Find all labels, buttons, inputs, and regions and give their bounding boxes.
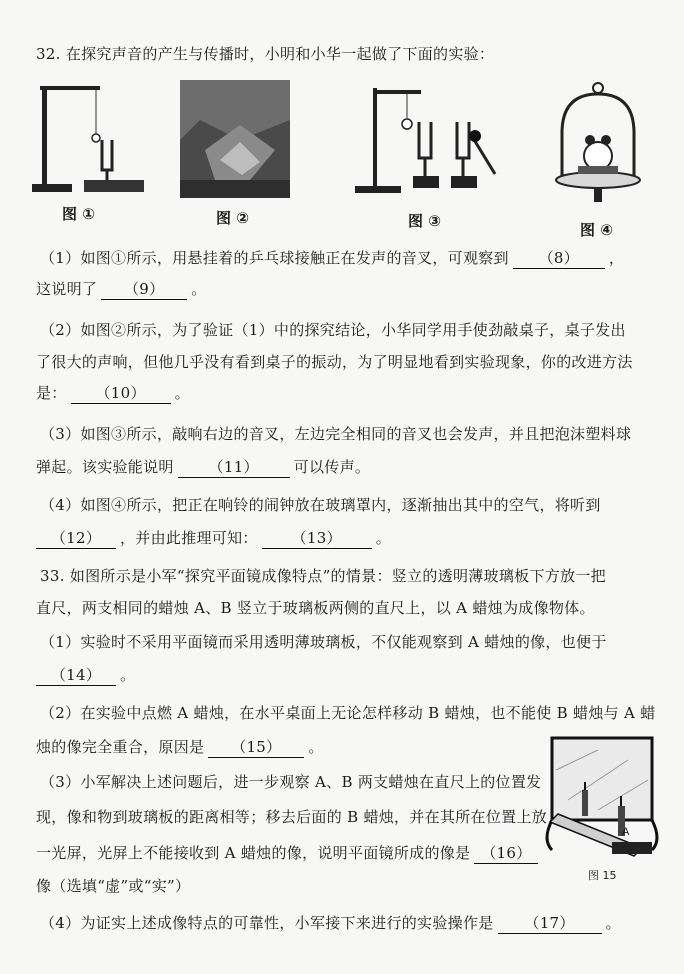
figure-15-caption: 图 15 [588, 869, 617, 882]
q33-p1-line2 [36, 665, 135, 686]
punct: 。 [375, 529, 392, 547]
answer-blank-16[interactable]: （16） [474, 843, 538, 864]
q33-p2-text2: 烛的像完全重合，原因是 [36, 738, 205, 756]
q32-p2-line1: （2）如图②所示，为了验证（1）中的探究结论，小华同学用手使劲敲桌子，桌子发出 [40, 321, 626, 339]
figure-1-label: 图 ① [62, 205, 95, 223]
q32-p1-text: （1）如图①所示，用悬挂着的乒乓球接触正在发声的音叉，可观察到 [40, 249, 509, 267]
figure-4-label: 图 ④ [580, 221, 613, 239]
figure-2-label: 图 ② [216, 209, 249, 227]
q32-p4-text2: ，并由此推理可知： [120, 529, 258, 547]
q32-p4-line1: （4）如图④所示，把正在响铃的闹钟放在玻璃罩内，逐渐抽出其中的空气，将听到 [40, 496, 601, 514]
q33-p3-line1: （3）小军解决上述问题后，进一步观察 A、B 两支蜡烛在直尺上的位置发 [40, 773, 542, 791]
q33-p4-line1 [40, 913, 621, 934]
q32-intro: 32. 在探究声音的产生与传播时，小明和小华一起做了下面的实验： [36, 45, 495, 63]
q32-p1-text2: 这说明了 [36, 280, 98, 298]
q33-p3-text3: 一光屏，光屏上不能接收到 A 蜡烛的像，说明平面镜所成的像是 [36, 844, 471, 862]
q32-p3-text2: 弹起。该实验能说明 [36, 458, 174, 476]
q33-p2-line2 [36, 737, 324, 758]
punct: 。 [174, 384, 190, 402]
figure-15-letter-a: A [622, 826, 630, 838]
figure-3-two-tuning-forks [345, 78, 515, 203]
punct: ， [608, 249, 625, 267]
answer-blank-10[interactable]: （10） [71, 383, 171, 404]
q33-p3-line4: 像（选填“虚”或“实”） [36, 877, 191, 895]
answer-blank-17[interactable]: （17） [498, 913, 602, 934]
answer-blank-12[interactable]: （12） [36, 528, 116, 549]
answer-blank-11[interactable]: （11） [178, 457, 290, 478]
punct: 。 [605, 914, 621, 932]
figure-1-tuning-fork-pendulum [22, 80, 162, 200]
punct: 。 [120, 666, 136, 684]
q33-p1-line1: （1）实验时不采用平面镜而采用透明薄玻璃板，不仅能观察到 A 蜡烛的像，也便于 [40, 633, 607, 651]
q32-p2-line3 [36, 383, 190, 404]
figure-2-photo-table [180, 80, 290, 200]
q33-p3-line3 [36, 843, 542, 864]
answer-blank-9[interactable]: （9） [101, 279, 187, 300]
q32-p2-line2: 了很大的声响，但他几乎没有看到桌子的振动，为了明显地看到实验现象，你的改进方法 [36, 353, 633, 371]
figure-15-glass-plate-candles [538, 730, 664, 868]
q32-p4-line2 [36, 528, 391, 549]
q32-p1-line2 [36, 279, 207, 300]
punct: 。 [191, 280, 207, 298]
answer-blank-15[interactable]: （15） [208, 737, 304, 758]
punct: 。 [308, 738, 324, 756]
q33-p3-line2: 现，像和物到玻璃板的距离相等；移去后面的 B 蜡烛，并在其所在位置上放 [36, 808, 548, 826]
q32-p1-line1 [40, 248, 624, 269]
q33-intro-line1: 33. 如图所示是小军“探究平面镜成像特点”的情景：竖立的透明薄玻璃板下方放一把 [40, 567, 606, 585]
answer-blank-14[interactable]: （14） [36, 665, 116, 686]
figure-3-label: 图 ③ [408, 212, 441, 230]
q32-p2-text3: 是： [36, 384, 67, 402]
answer-blank-13[interactable]: （13） [262, 528, 372, 549]
figure-4-bell-jar-clock [548, 78, 648, 213]
q33-p4-text: （4）为证实上述成像特点的可靠性，小军接下来进行的实验操作是 [40, 914, 494, 932]
answer-blank-8[interactable]: （8） [513, 248, 605, 269]
q33-p2-line1: （2）在实验中点燃 A 蜡烛，在水平桌面上无论怎样移动 B 蜡烛，也不能使 B 蜡烛与 A 蜡 [40, 704, 656, 722]
q32-p3-line2 [36, 457, 370, 478]
q33-intro-line2: 直尺，两支相同的蜡烛 A、B 竖立于玻璃板两侧的直尺上，以 A 蜡烛为成像物体。 [36, 599, 595, 617]
q32-p3-line1: （3）如图③所示，敲响右边的音叉，左边完全相同的音叉也会发声，并且把泡沫塑料球 [40, 425, 632, 443]
q32-p3-text3: 可以传声。 [293, 458, 371, 476]
